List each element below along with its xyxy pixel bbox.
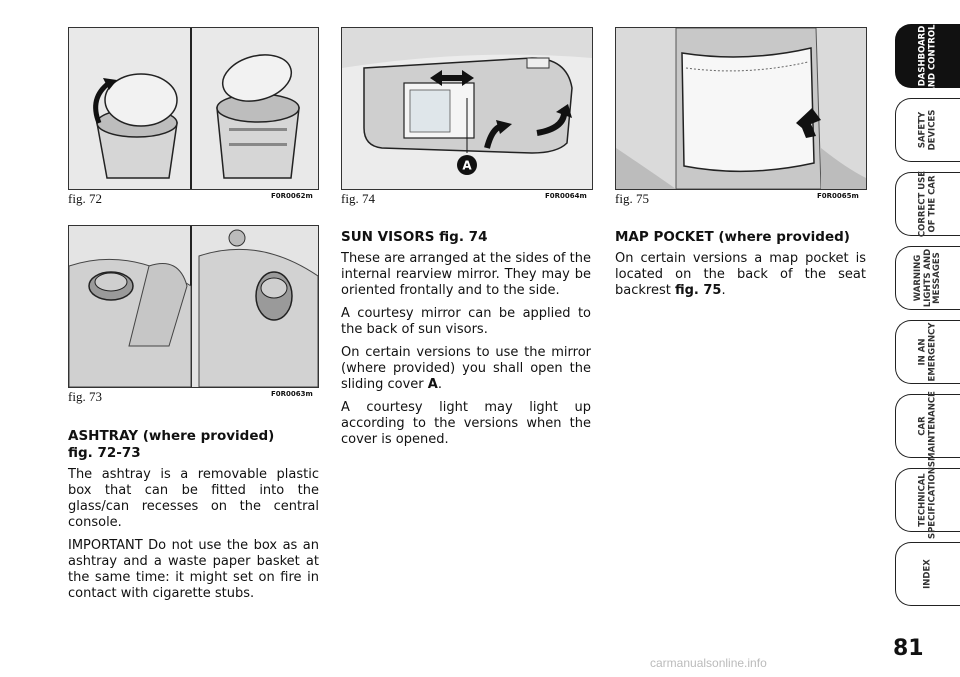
sun-visors-heading: SUN VISORS fig. 74 <box>341 229 488 245</box>
tab-label: WARNING LIGHTS AND MESSAGES <box>912 248 942 308</box>
sun-visors-section <box>341 229 591 455</box>
map-pocket-paragraph-1 <box>615 251 866 299</box>
tab-car-maintenance[interactable] <box>895 391 960 461</box>
tab-label: DASHBOARD AND CONTROLS <box>917 18 937 94</box>
map-pocket-illustration <box>616 28 866 189</box>
cover-a-reference: A <box>427 377 438 392</box>
tab-label: IN AN EMERGENCY <box>917 322 937 382</box>
figure-73-code: F0R0063m <box>271 390 313 398</box>
figure-73-console <box>68 225 319 388</box>
tab-technical-specifications[interactable] <box>895 460 960 540</box>
ashtray-paragraph-2: IMPORTANT Do not use the box as an ashtray and a waste paper basket at the same time: it might set on fire in contact with cigarette stubs. <box>68 538 319 601</box>
sun-visors-paragraph-1: These are arranged at the sides of the internal rearview mirror. They may be oriented frontally and to the side. <box>341 251 591 298</box>
ashtray-heading-line1: ASHTRAY (where provided) <box>68 428 275 444</box>
page-number: 81 <box>893 636 924 661</box>
tab-dashboard-and-controls[interactable] <box>895 18 960 94</box>
map-pocket-paragraph-1-text: On certain versions a map pocket is located on the back of the seat backrest <box>615 251 866 298</box>
figure-74-code: F0R0064m <box>545 192 587 200</box>
figure-72-caption: fig. 72 <box>68 191 102 206</box>
sun-visors-paragraph-3-text: On certain versions to use the mirror (where provided) you shall open the sliding cover <box>341 345 591 392</box>
tab-label: SAFETY DEVICES <box>917 109 937 151</box>
figure-75-code: F0R0065m <box>817 192 859 200</box>
map-pocket-heading: MAP POCKET (where provided) <box>615 229 850 245</box>
map-pocket-paragraph-1-end: . <box>721 283 726 298</box>
console-recess-illustration <box>69 226 318 387</box>
tab-correct-use-of-the-car[interactable] <box>895 172 960 236</box>
sun-visors-paragraph-3-end: . <box>437 377 442 392</box>
ashtray-illustration <box>69 28 318 189</box>
tab-label: CORRECT USE OF THE CAR <box>917 170 937 238</box>
watermark: carmanualsonline.info <box>650 656 767 670</box>
sun-visors-paragraph-2: A courtesy mirror can be applied to the back of sun visors. <box>341 306 591 337</box>
map-pocket-section <box>615 229 866 306</box>
tab-label: TECHNICAL SPECIFICATIONS <box>917 460 937 540</box>
ashtray-heading-line2: fig. 72-73 <box>68 445 141 461</box>
figure-72-code: F0R0062m <box>271 192 313 200</box>
tab-in-an-emergency[interactable] <box>895 320 960 384</box>
sun-visors-paragraph-3 <box>341 345 591 393</box>
tab-warning-lights-and-messages[interactable] <box>895 246 960 310</box>
sun-visor-illustration <box>342 28 592 189</box>
figure-75-map-pocket <box>615 27 867 190</box>
figure-75-caption: fig. 75 <box>615 191 649 206</box>
fig-75-reference: fig. 75 <box>674 283 722 298</box>
figure-74-caption: fig. 74 <box>341 191 375 206</box>
tab-safety-devices[interactable] <box>895 98 960 162</box>
ashtray-paragraph-1: The ashtray is a removable plastic box that can be fitted into the glass/can recesses on the central console. <box>68 467 319 530</box>
tab-label: CAR MAINTENANCE <box>917 391 937 461</box>
ashtray-heading <box>68 428 319 462</box>
figure-73-caption: fig. 73 <box>68 389 102 404</box>
callout-a-label: A <box>462 158 472 173</box>
figure-74-sun-visor <box>341 27 593 190</box>
tab-index[interactable] <box>895 542 960 606</box>
sun-visors-paragraph-4: A courtesy light may light up according to the versions when the cover is opened. <box>341 400 591 447</box>
ashtray-section <box>68 428 319 609</box>
tab-label: INDEX <box>922 559 933 589</box>
figure-72-ashtray <box>68 27 319 190</box>
